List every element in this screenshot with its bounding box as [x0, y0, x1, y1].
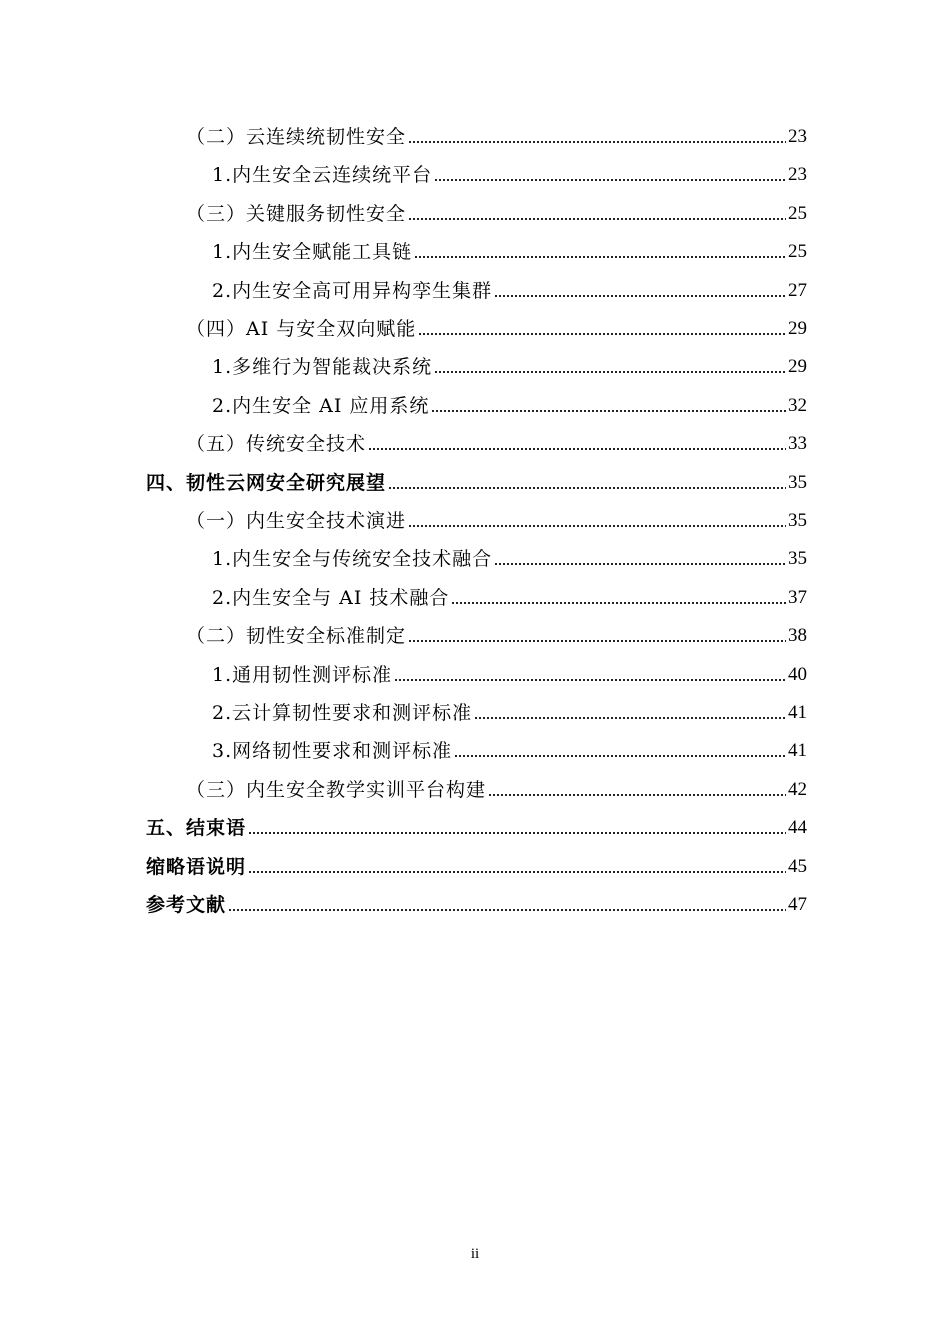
toc-entry-page: 27: [788, 279, 807, 301]
toc-entry-title: 2.内生安全高可用异构孪生集群: [212, 279, 493, 302]
toc-dot-leader: [434, 366, 786, 378]
toc-dot-leader: [451, 597, 786, 609]
toc-entry-page: 25: [788, 202, 807, 224]
toc-dot-leader: [494, 558, 786, 570]
toc-entry-title: （四）AI 与安全双向赋能: [186, 318, 417, 340]
toc-entry-page: 23: [788, 126, 807, 147]
toc-entry-title: （三）内生安全教学实训平台构建: [186, 778, 487, 801]
toc-entry[interactable]: [212, 694, 807, 732]
toc-entry[interactable]: [186, 118, 807, 156]
toc-entry-page: 23: [788, 164, 807, 186]
toc-entry[interactable]: [186, 195, 807, 233]
toc-dot-leader: [408, 136, 786, 148]
toc-entry-page: 33: [788, 433, 807, 455]
toc-entry[interactable]: [186, 771, 807, 809]
toc-dot-leader: [408, 520, 786, 532]
toc-entry-page: 35: [788, 548, 807, 570]
toc-dot-leader: [388, 482, 786, 494]
toc-entry-title: 2.云计算韧性要求和测评标准: [212, 702, 473, 724]
toc-entry-page: 38: [788, 625, 807, 647]
toc-entry[interactable]: [212, 656, 807, 694]
toc-entry[interactable]: [212, 156, 807, 194]
toc-entry-title: （一）内生安全技术演进: [186, 510, 407, 532]
toc-entry-page: 35: [788, 471, 807, 493]
toc-dot-leader: [368, 443, 786, 455]
toc-dot-leader: [488, 789, 786, 801]
toc-entry[interactable]: [212, 233, 807, 271]
toc-entry-page: 25: [788, 241, 807, 263]
toc-entry[interactable]: [146, 886, 807, 924]
toc-entry-title: （三）关键服务韧性安全: [186, 202, 407, 225]
toc-entry-title: 参考文献: [146, 894, 227, 916]
toc-dot-leader: [434, 174, 786, 186]
toc-dot-leader: [228, 904, 786, 916]
toc-entry-page: 29: [788, 356, 807, 378]
toc-dot-leader: [248, 866, 786, 878]
toc-entry[interactable]: [186, 425, 807, 463]
toc-entry[interactable]: [146, 809, 807, 847]
toc-dot-leader: [418, 328, 786, 340]
toc-entry[interactable]: [212, 387, 807, 425]
toc-entry-title: 2.内生安全 AI 应用系统: [212, 394, 430, 417]
toc-entry-title: （二）云连续统韧性安全: [186, 126, 407, 148]
toc-entry-title: 1.内生安全赋能工具链: [212, 241, 413, 264]
toc-entry-page: 42: [788, 778, 807, 800]
toc-dot-leader: [248, 827, 786, 839]
toc-entry-title: 五、结束语: [146, 817, 247, 840]
toc-entry-page: 41: [788, 702, 807, 723]
toc-dot-leader: [408, 635, 786, 647]
toc-entry-title: 四、韧性云网安全研究展望: [146, 471, 387, 494]
toc-entry[interactable]: [212, 540, 807, 578]
toc-entry-page: 41: [788, 740, 807, 762]
toc-entry-page: 37: [788, 586, 807, 608]
toc-dot-leader: [414, 251, 786, 263]
toc-entry-title: 1.多维行为智能裁决系统: [212, 356, 433, 379]
toc-entry[interactable]: [146, 848, 807, 886]
toc-entry-page: 29: [788, 318, 807, 339]
toc-entry[interactable]: [186, 502, 807, 540]
toc-entry[interactable]: [212, 732, 807, 770]
toc-entry-title: 1.内生安全与传统安全技术融合: [212, 548, 493, 571]
toc-entry-page: 40: [788, 663, 807, 685]
toc-dot-leader: [394, 674, 786, 686]
toc-entry-page: 35: [788, 510, 807, 531]
toc-dot-leader: [474, 712, 786, 724]
toc-entry-page: 32: [788, 394, 807, 416]
toc-dot-leader: [454, 750, 786, 762]
toc-entry-title: 缩略语说明: [146, 855, 247, 878]
toc-entry-page: 45: [788, 855, 807, 877]
toc-entry-page: 44: [788, 817, 807, 839]
toc-dot-leader: [431, 405, 786, 417]
toc-entry[interactable]: [212, 348, 807, 386]
toc-entry-page: 47: [788, 894, 807, 915]
toc-entry[interactable]: [186, 617, 807, 655]
toc-entry[interactable]: [186, 310, 807, 348]
toc-entry-title: 1.内生安全云连续统平台: [212, 164, 433, 187]
toc-entry-title: （五）传统安全技术: [186, 433, 367, 456]
toc-dot-leader: [408, 213, 786, 225]
toc-dot-leader: [494, 290, 786, 302]
toc-entry-title: 1.通用韧性测评标准: [212, 663, 393, 686]
toc-entry[interactable]: [212, 272, 807, 310]
toc-entry[interactable]: [212, 579, 807, 617]
toc-entry-title: 2.内生安全与 AI 技术融合: [212, 586, 450, 609]
toc-entry-title: （二）韧性安全标准制定: [186, 625, 407, 648]
toc-entry[interactable]: [146, 464, 807, 502]
toc-entry-title: 3.网络韧性要求和测评标准: [212, 740, 453, 763]
page-number: ii: [470, 1246, 480, 1262]
